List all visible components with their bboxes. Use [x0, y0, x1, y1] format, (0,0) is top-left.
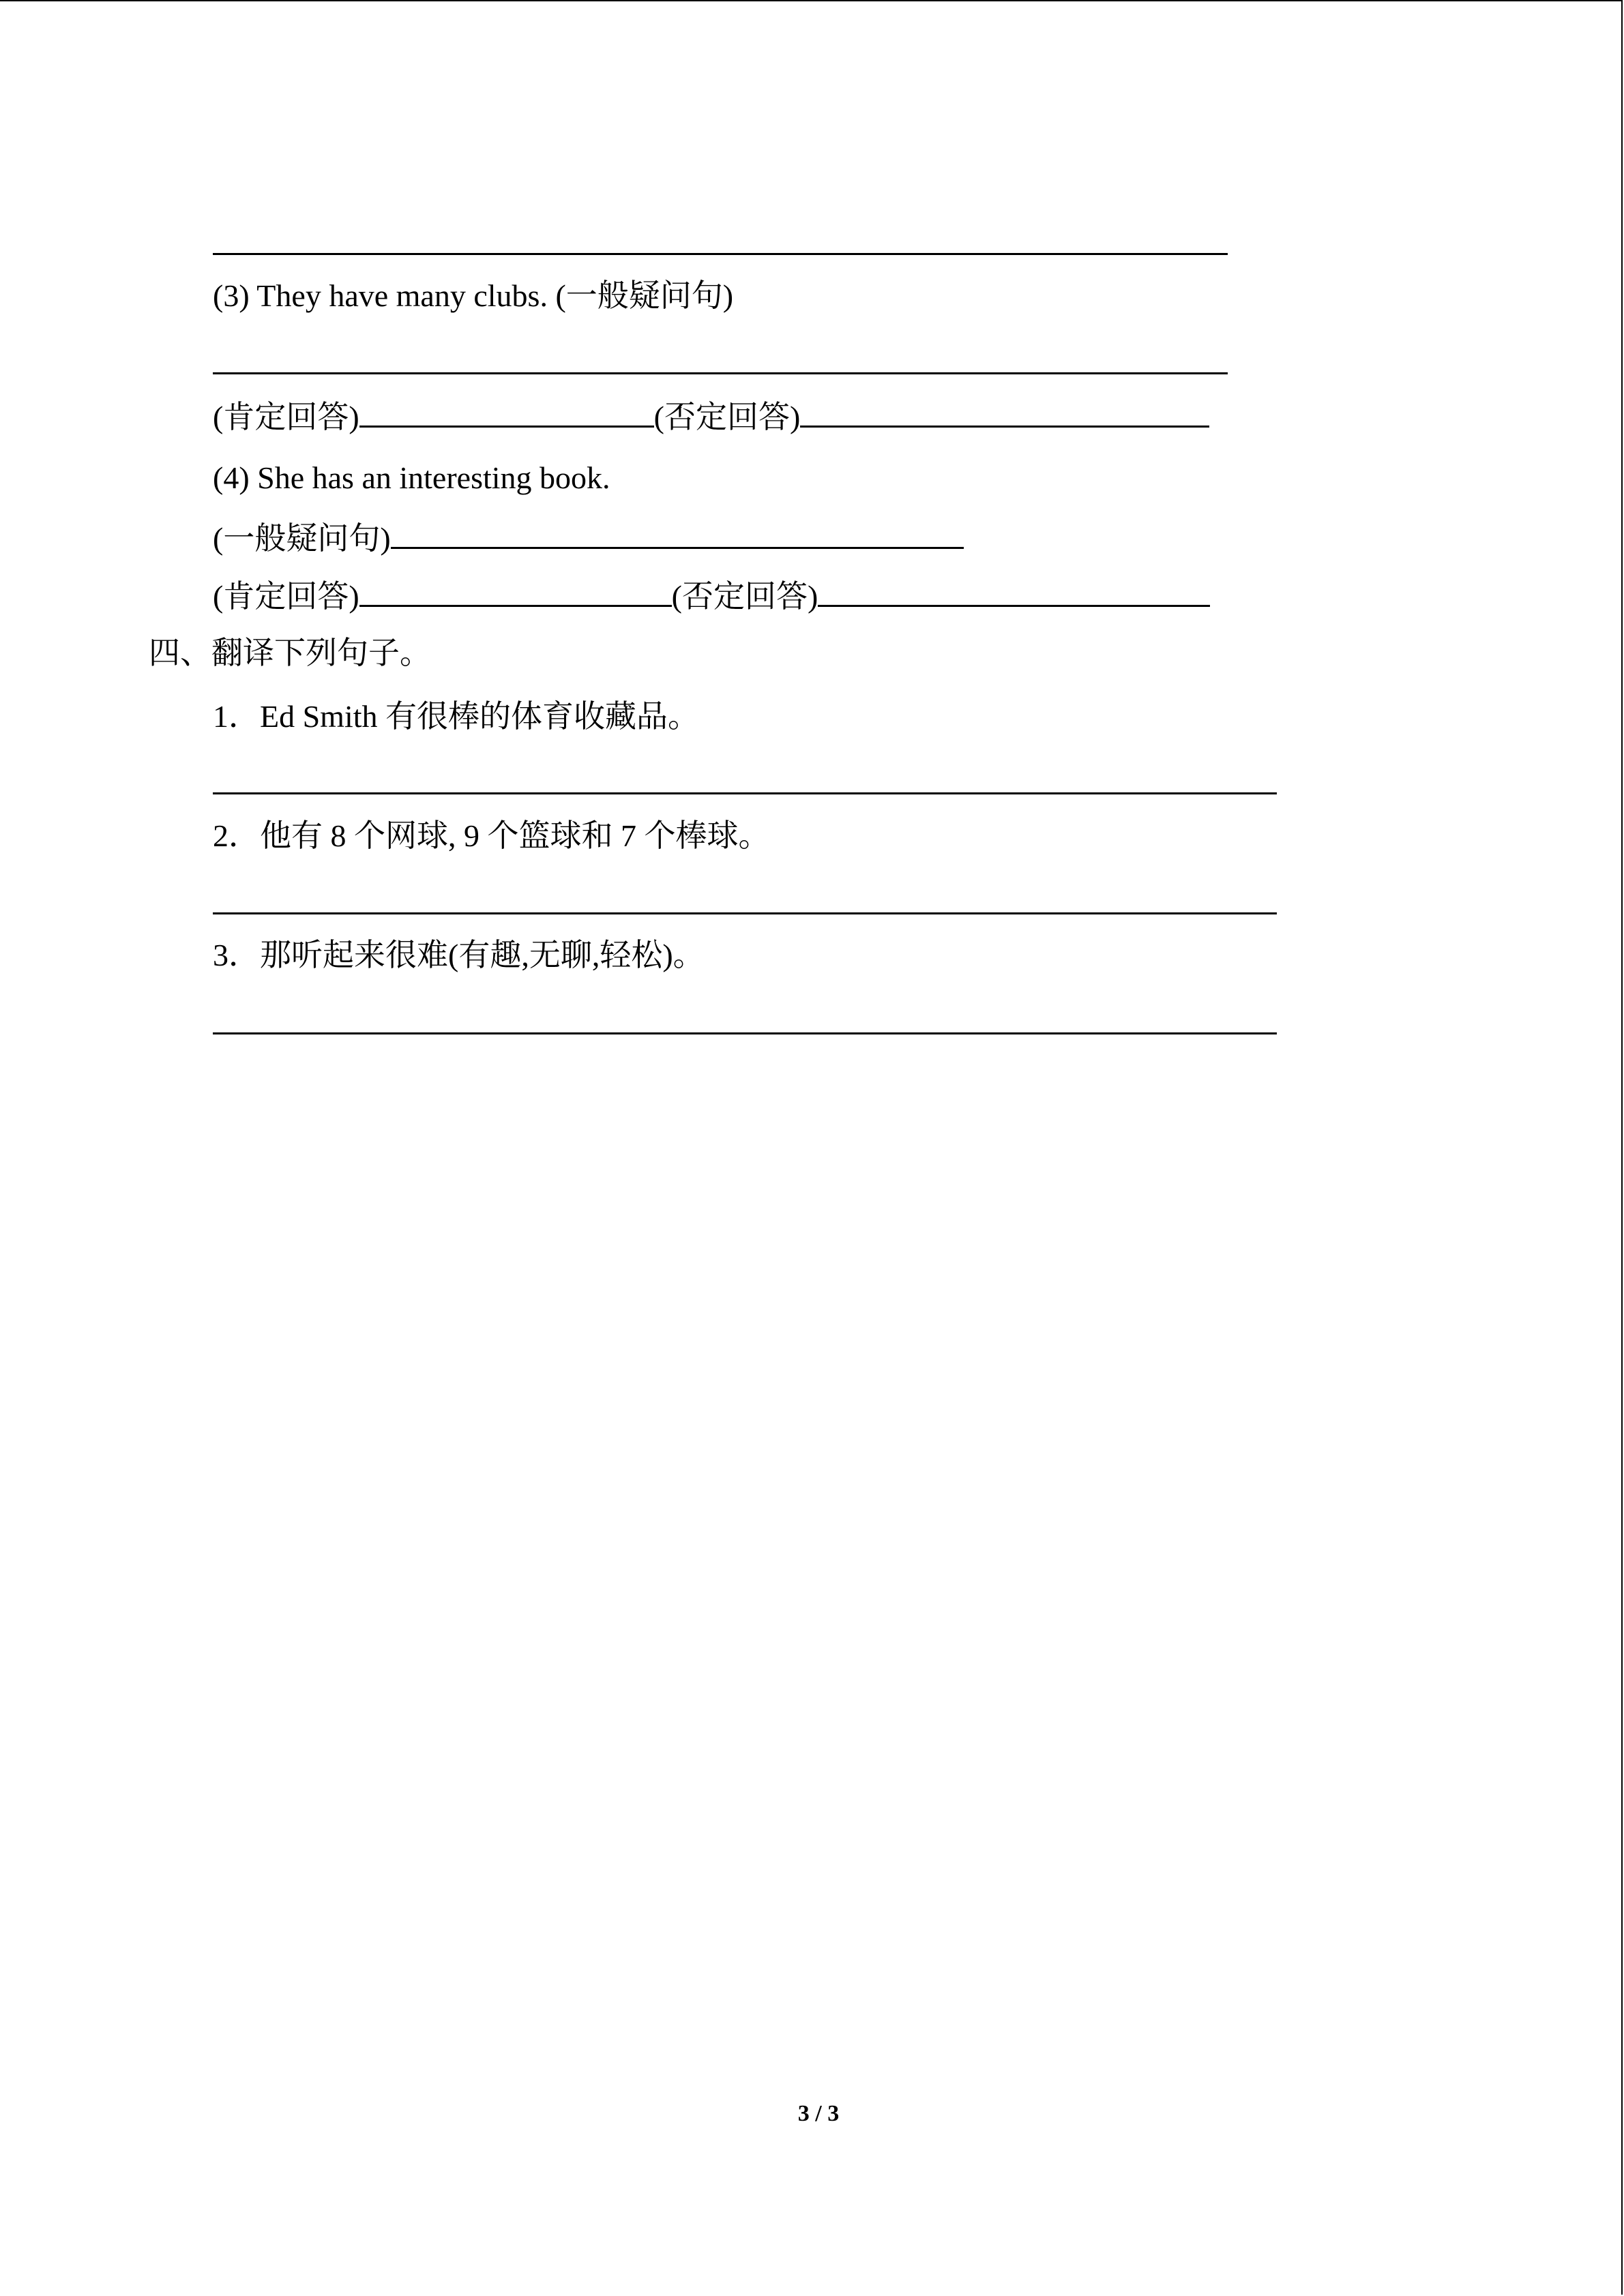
- question-label: (一般疑问句): [213, 521, 391, 556]
- question-3-sentence: (3) They have many clubs. (一般疑问句): [213, 278, 734, 313]
- answer-line: [213, 253, 1228, 255]
- section-heading: 四、翻译下列句子。: [149, 636, 431, 670]
- translation-item-2: 2．他有 8 个网球, 9 个篮球和 7 个棒球。: [213, 818, 770, 853]
- yes-answer-blank[interactable]: [359, 575, 672, 607]
- yes-answer-label: (肯定回答): [213, 400, 359, 434]
- page-number: 3 / 3: [797, 2101, 840, 2126]
- yes-answer-label: (肯定回答): [213, 579, 359, 614]
- no-answer-blank[interactable]: [818, 575, 1210, 607]
- translation-item-1: 1．Ed Smith 有很棒的体育收藏品。: [213, 699, 700, 734]
- yes-answer-blank[interactable]: [359, 396, 654, 428]
- question-3-answers: [213, 396, 1209, 436]
- answer-line: [213, 1032, 1277, 1034]
- answer-line: [213, 792, 1277, 794]
- question-4-question: [213, 517, 964, 558]
- no-answer-label: (否定回答): [671, 579, 818, 614]
- answer-line: [213, 912, 1277, 914]
- translation-item-3: 3．那听起来很难(有趣,无聊,轻松)。: [213, 938, 705, 972]
- no-answer-blank[interactable]: [800, 396, 1209, 428]
- question-4-sentence: (4) She has an interesting book.: [213, 460, 610, 495]
- answer-line: [213, 372, 1228, 374]
- question-4-answers: [213, 575, 1210, 616]
- no-answer-label: (否定回答): [653, 400, 801, 434]
- question-blank[interactable]: [391, 517, 964, 549]
